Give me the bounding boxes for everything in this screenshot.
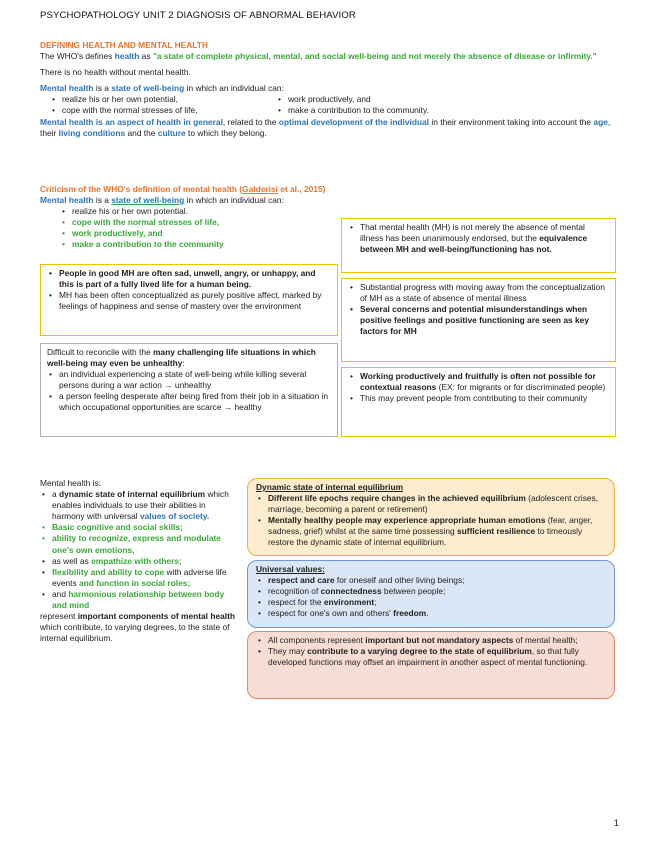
criticism-box-equivalence (341, 218, 616, 273)
list-item: • All components represent important but not mandatory aspects of mental health; (256, 635, 606, 646)
list-item: • This may prevent people from contributing to their community (348, 393, 609, 404)
list-item: • a dynamic state of internal equilibrium which enables individuals to use their abilities in harmony with universal values of society. (40, 489, 240, 522)
list-item: • Working productively and fruitfully is often not possible for contextual reasons (EX: for migrants or for discriminated people) (348, 371, 609, 393)
list-item: • respect for one's own and others' freedom. (256, 608, 606, 619)
list-item: • realize his or her own potential, (50, 94, 276, 105)
mh-aspect: Mental health is an aspect of health in general, related to the optimal development of the individual in their environment taking into account the age, their living conditions and the culture to which they belong. (40, 116, 611, 138)
criticism-box-sadness (40, 264, 338, 336)
mh-definition: Mental health is a state of well-being in which an individual can: (40, 83, 284, 94)
list-item: • That mental health (MH) is not merely the absence of mental illness has been unanimously endorsed, but the equivalence between MH and well-being/functioning has not. (348, 222, 609, 255)
page-header: PSYCHOPATHOLOGY UNIT 2 DIAGNOSIS OF ABNORMAL BEHAVIOR (40, 10, 356, 21)
box-title: Dynamic state of internal equilibrium (256, 482, 404, 492)
box-title: Universal values: (256, 564, 325, 574)
section-title: Criticism of the WHO's definition of mental health (Galderisi et al., 2015) (40, 184, 326, 194)
list-item: • flexibility and ability to cope with adverse life events and function in social roles; (40, 567, 240, 589)
list-item: • ability to recognize, express and modulate one's own emotions, (40, 533, 240, 555)
list-item: • Several concerns and potential misunderstandings when positive feelings and positive functioning are seen as key factors for MH (348, 304, 609, 337)
list-item: • Mentally healthy people may experience appropriate human emotions (fear, anger, sadness, grief) whilst at the same time possessing sufficient resilience to timeously restore the dynamic state of internal equilibrium. (256, 515, 606, 548)
section-intro: Mental health is: (40, 478, 101, 488)
list-item: • and harmonious relationship between body and mind (40, 589, 240, 611)
dynamic-equilibrium-box (247, 478, 615, 556)
list-item: • MH has been often conceptualized as purely positive affect, marked by feelings of happiness and sense of mastery over the environment (47, 290, 331, 312)
list-item: • Different life epochs require changes in the achieved equilibrium (adolescent crises, marriage, becoming a parent or retirement) (256, 493, 606, 515)
list-item: • cope with the normal stresses of life, (50, 105, 276, 116)
universal-values-box (247, 560, 615, 628)
section-mh-components (40, 478, 240, 644)
list-item: • respect for the environment; (256, 597, 606, 608)
list-item: • a person feeling desperate after being fired from their job in a situation in which occupational opportunities are scarce → healthy (47, 391, 331, 413)
criticism-box-life-situations (40, 343, 338, 437)
list-item: • make a contribution to the community (60, 239, 600, 250)
list-item: • Basic cognitive and social skills; (40, 522, 240, 533)
components-note-box (247, 631, 615, 699)
list-item: • make a contribution to the community. (276, 105, 502, 116)
criticism-box-progress (341, 278, 616, 362)
no-health-statement: There is no health without mental health. (40, 67, 191, 78)
mh-abilities (40, 94, 618, 116)
list-item: • an individual experiencing a state of well-being while killing several persons during a war action → unhealthy (47, 369, 331, 391)
who-definition: The WHO's defines health as "a state of complete physical, mental, and social well-being and not merely the absence of disease or infirmity." (40, 51, 597, 62)
components-summary: represent important components of mental health which contribute, to varying degrees, to the state of internal equilibrium. (40, 611, 235, 644)
page-number: 1 (613, 818, 619, 829)
list-item: • recognition of connectedness between people; (256, 586, 606, 597)
list-item: • They may contribute to a varying degree to the state of equilibrium, so that fully developed functions may offset an impairment in another aspect of mental functioning. (256, 646, 606, 668)
list-item: • work productively, and (60, 228, 600, 239)
list-item: • realize his or her own potential. (60, 206, 600, 217)
list-item: • cope with the normal stresses of life, (60, 217, 600, 228)
section-title: DEFINING HEALTH AND MENTAL HEALTH (40, 40, 208, 50)
list-item: • as well as empathize with others; (40, 556, 240, 567)
list-item: • People in good MH are often sad, unwell, angry, or unhappy, and this is part of a fully lived life for a human being. (47, 268, 331, 290)
section-defining-health (40, 40, 618, 139)
list-item: • respect and care for oneself and other living beings; (256, 575, 606, 586)
box-intro: Difficult to reconcile with the many challenging life situations in which well-being may even be unhealthy: (47, 347, 316, 369)
list-item: • Substantial progress with moving away from the conceptualization of MH as a state of absence of mental illness (348, 282, 609, 304)
criticism-box-productivity (341, 367, 616, 437)
mh-definition: Mental health is a state of well-being in which an individual can: (40, 195, 284, 206)
list-item: • work productively, and (276, 94, 502, 105)
